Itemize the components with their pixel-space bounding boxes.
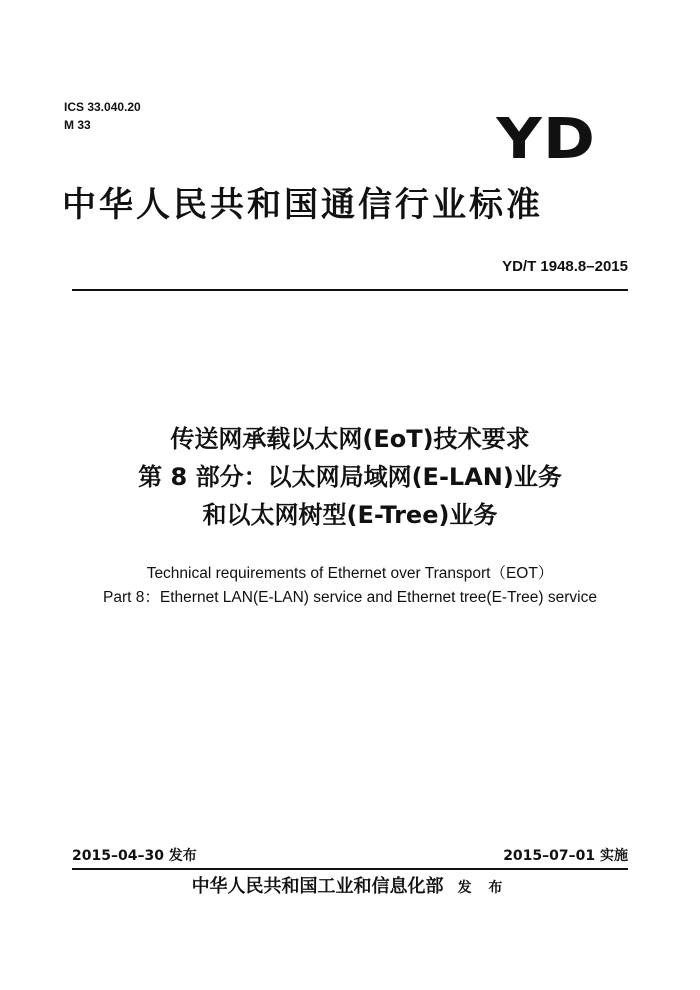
issuer-name: 中华人民共和国工业和信息化部 bbox=[191, 876, 444, 897]
chinese-title-line-3: 和以太网树型(E-Tree)业务 bbox=[202, 501, 498, 529]
english-title-line-2: Part 8：Ethernet LAN(E-LAN) service and Ethernet tree(E-Tree) service bbox=[103, 589, 597, 606]
yd-logo: YD bbox=[496, 107, 596, 172]
issuing-authority bbox=[0, 872, 700, 903]
english-title bbox=[0, 562, 700, 610]
chinese-title-line-1: 传送网承载以太网(EoT)技术要求 bbox=[170, 425, 530, 453]
top-divider bbox=[72, 289, 628, 291]
publish-date: 2015–04–30 发布 bbox=[72, 848, 197, 864]
classification-codes bbox=[64, 98, 141, 134]
bottom-divider bbox=[72, 868, 628, 870]
industry-standard-title: 中华人民共和国通信行业标准 bbox=[62, 185, 543, 225]
ics-code: ICS 33.040.20 bbox=[64, 100, 141, 114]
chinese-title bbox=[0, 420, 700, 534]
standard-number: YD/T 1948.8–2015 bbox=[502, 258, 628, 275]
issuer-verb: 发 布 bbox=[457, 880, 509, 896]
implement-date: 2015–07–01 实施 bbox=[503, 848, 628, 864]
ccs-code: M 33 bbox=[64, 118, 91, 132]
english-title-line-1: Technical requirements of Ethernet over Transport（EOT） bbox=[146, 565, 554, 582]
chinese-title-line-2: 第 8 部分：以太网局域网(E-LAN)业务 bbox=[138, 463, 562, 491]
